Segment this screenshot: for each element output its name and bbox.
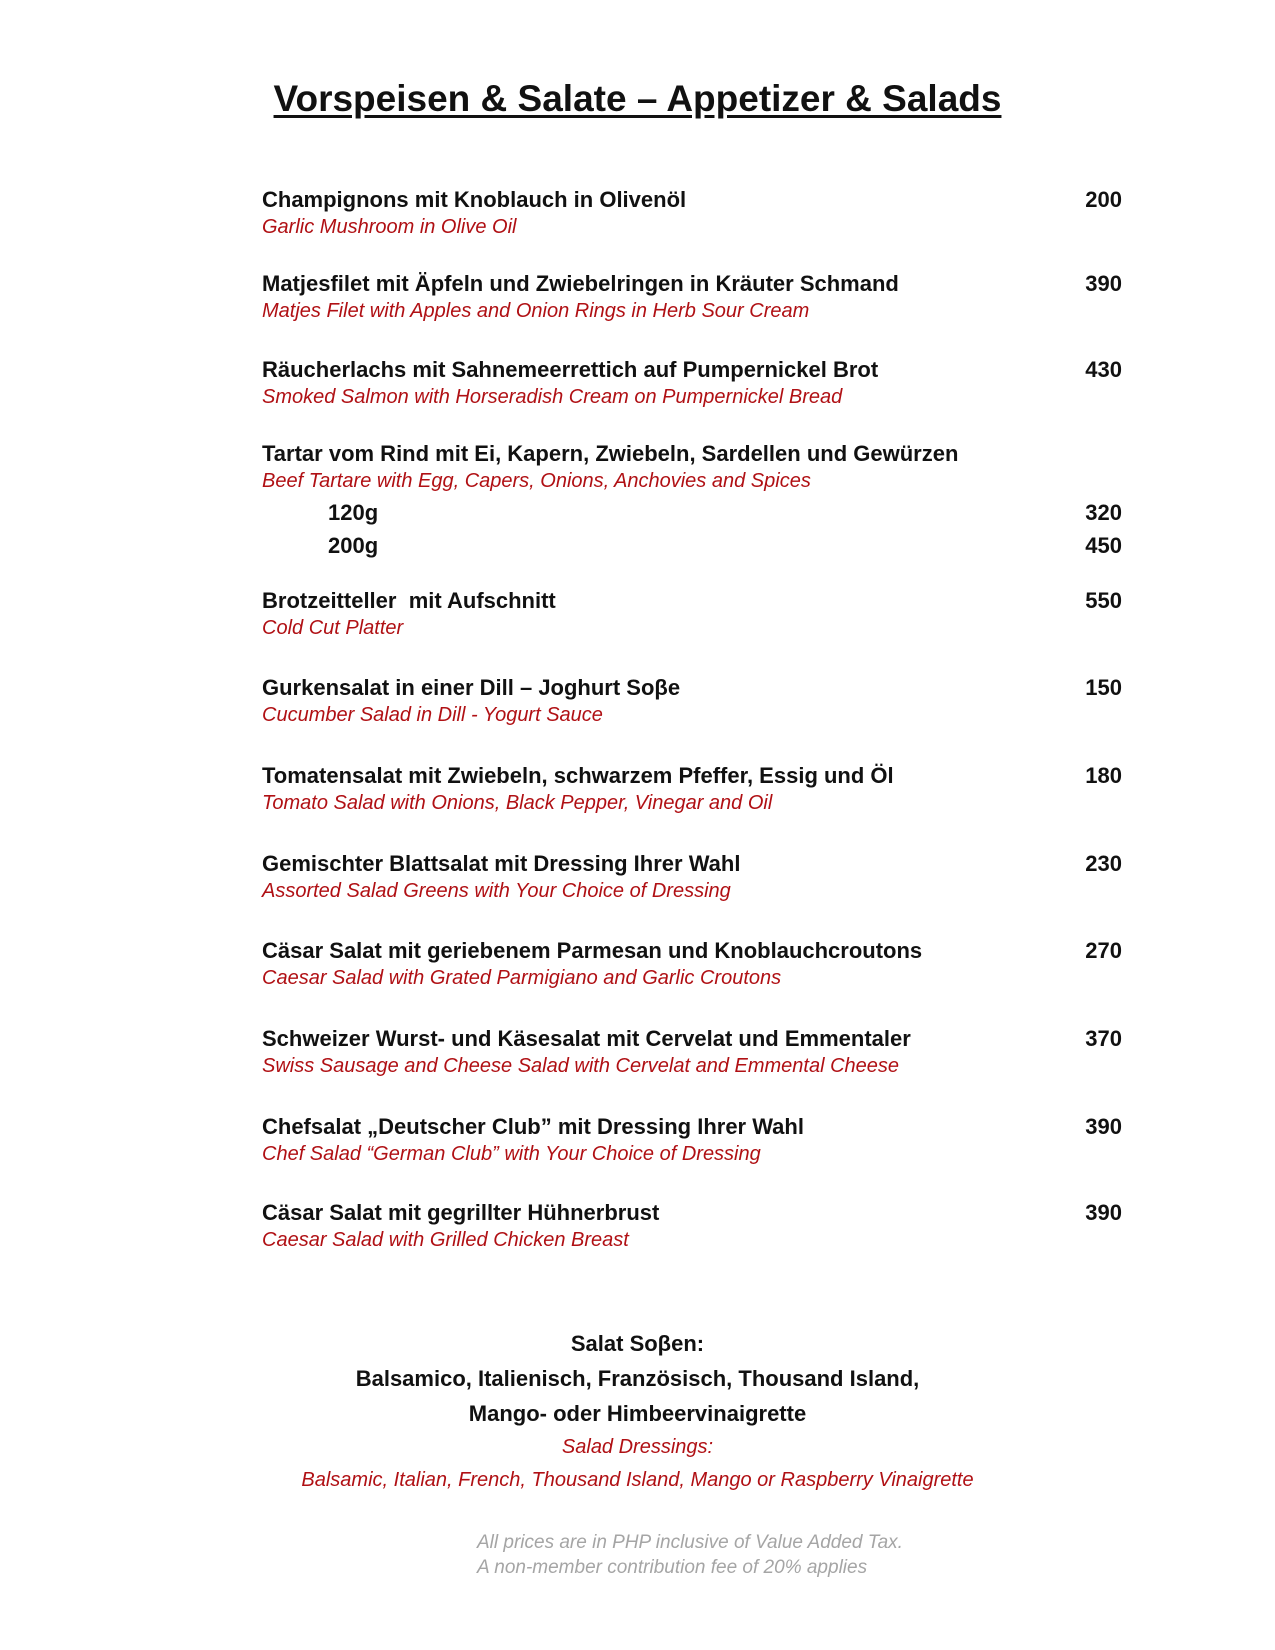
footnote-vat: All prices are in PHP inclusive of Value Added Tax.: [477, 1532, 903, 1553]
item-name-de: Cäsar Salat mit gegrillter Hühnerbrust: [262, 1200, 660, 1225]
menu-item: [262, 938, 1122, 990]
price-footnote: [477, 1530, 903, 1580]
dressings-list-de-2: Mango- oder Himbeervinaigrette: [468, 1401, 807, 1426]
item-name-de: Gemischter Blattsalat mit Dressing Ihrer Wahl: [262, 851, 741, 876]
item-price: 430: [1085, 357, 1122, 382]
item-name-en: Assorted Salad Greens with Your Choice of Dressing: [262, 880, 731, 902]
item-name-en: Garlic Mushroom in Olive Oil: [262, 216, 517, 238]
item-price: 390: [1085, 1114, 1122, 1139]
dressings-list-de: Balsamico, Italienisch, Französisch, Thousand Island,: [355, 1366, 920, 1391]
item-name-de: Tartar vom Rind mit Ei, Kapern, Zwiebeln, Sardellen und Gewürzen: [262, 441, 959, 466]
item-name-de: Räucherlachs mit Sahnemeerrettich auf Pumpernickel Brot: [262, 357, 879, 382]
item-name-en: Caesar Salad with Grated Parmigiano and Garlic Croutons: [262, 967, 782, 989]
item-name-de: Matjesfilet mit Äpfeln und Zwiebelringen in Kräuter Schmand: [262, 271, 899, 296]
item-price: 200: [1085, 187, 1122, 212]
item-name-de: Gurkensalat in einer Dill – Joghurt Soβe: [262, 675, 681, 700]
item-name-en: Cold Cut Platter: [262, 617, 404, 639]
item-name-de: Tomatensalat mit Zwiebeln, schwarzem Pfeffer, Essig und Öl: [262, 763, 894, 788]
menu-item: [262, 851, 1122, 903]
menu-item: [262, 441, 1122, 559]
item-name-de: Champignons mit Knoblauch in Olivenöl: [262, 187, 687, 212]
menu-item: [262, 588, 1122, 640]
item-price: 370: [1085, 1026, 1122, 1051]
item-name-de: Cäsar Salat mit geriebenem Parmesan und Knoblauchcroutons: [262, 938, 923, 963]
dressings-list-en: Balsamic, Italian, French, Thousand Island, Mango or Raspberry Vinaigrette: [301, 1469, 974, 1491]
menu-item: [262, 187, 1122, 239]
menu-item: [262, 271, 1122, 323]
dressings-heading-en: Salad Dressings:: [561, 1436, 714, 1458]
size-price: 320: [1085, 500, 1122, 525]
dressings-heading-de: Salat Soβen:: [570, 1331, 705, 1356]
item-name-en: Beef Tartare with Egg, Capers, Onions, Anchovies and Spices: [262, 470, 811, 492]
item-name-en: Swiss Sausage and Cheese Salad with Cervelat and Emmental Cheese: [262, 1055, 900, 1077]
page-title: Vorspeisen & Salate – Appetizer & Salads: [273, 78, 1002, 119]
menu-item: [262, 675, 1122, 727]
size-label: 200g: [328, 533, 379, 558]
footnote-fee: A non-member contribution fee of 20% applies: [477, 1557, 868, 1578]
item-name-de: Brotzeitteller mit Aufschnitt: [262, 588, 556, 613]
item-name-de: Schweizer Wurst- und Käsesalat mit Cervelat und Emmentaler: [262, 1026, 911, 1051]
item-name-en: Cucumber Salad in Dill - Yogurt Sauce: [262, 704, 603, 726]
item-name-en: Matjes Filet with Apples and Onion Rings in Herb Sour Cream: [262, 300, 810, 322]
size-label: 120g: [328, 500, 379, 525]
item-price: 270: [1085, 938, 1122, 963]
item-price: 390: [1085, 1200, 1122, 1225]
salad-dressings-section: [0, 1326, 1275, 1497]
item-name-en: Chef Salad “German Club” with Your Choice of Dressing: [262, 1143, 761, 1165]
item-price: 180: [1085, 763, 1122, 788]
item-price: 390: [1085, 271, 1122, 296]
item-price: 550: [1085, 588, 1122, 613]
item-name-en: Smoked Salmon with Horseradish Cream on Pumpernickel Bread: [262, 386, 843, 408]
menu-item: [262, 1200, 1122, 1252]
item-name-en: Caesar Salad with Grilled Chicken Breast: [262, 1229, 629, 1251]
size-option: [262, 533, 1122, 559]
size-price: 450: [1085, 533, 1122, 558]
size-option: [262, 500, 1122, 526]
menu-item: [262, 763, 1122, 815]
menu-item: [262, 357, 1122, 409]
menu-item: [262, 1114, 1122, 1166]
item-price: 150: [1085, 675, 1122, 700]
item-name-en: Tomato Salad with Onions, Black Pepper, Vinegar and Oil: [262, 792, 773, 814]
item-name-de: Chefsalat „Deutscher Club” mit Dressing Ihrer Wahl: [262, 1114, 804, 1139]
menu-item: [262, 1026, 1122, 1078]
item-price: 230: [1085, 851, 1122, 876]
